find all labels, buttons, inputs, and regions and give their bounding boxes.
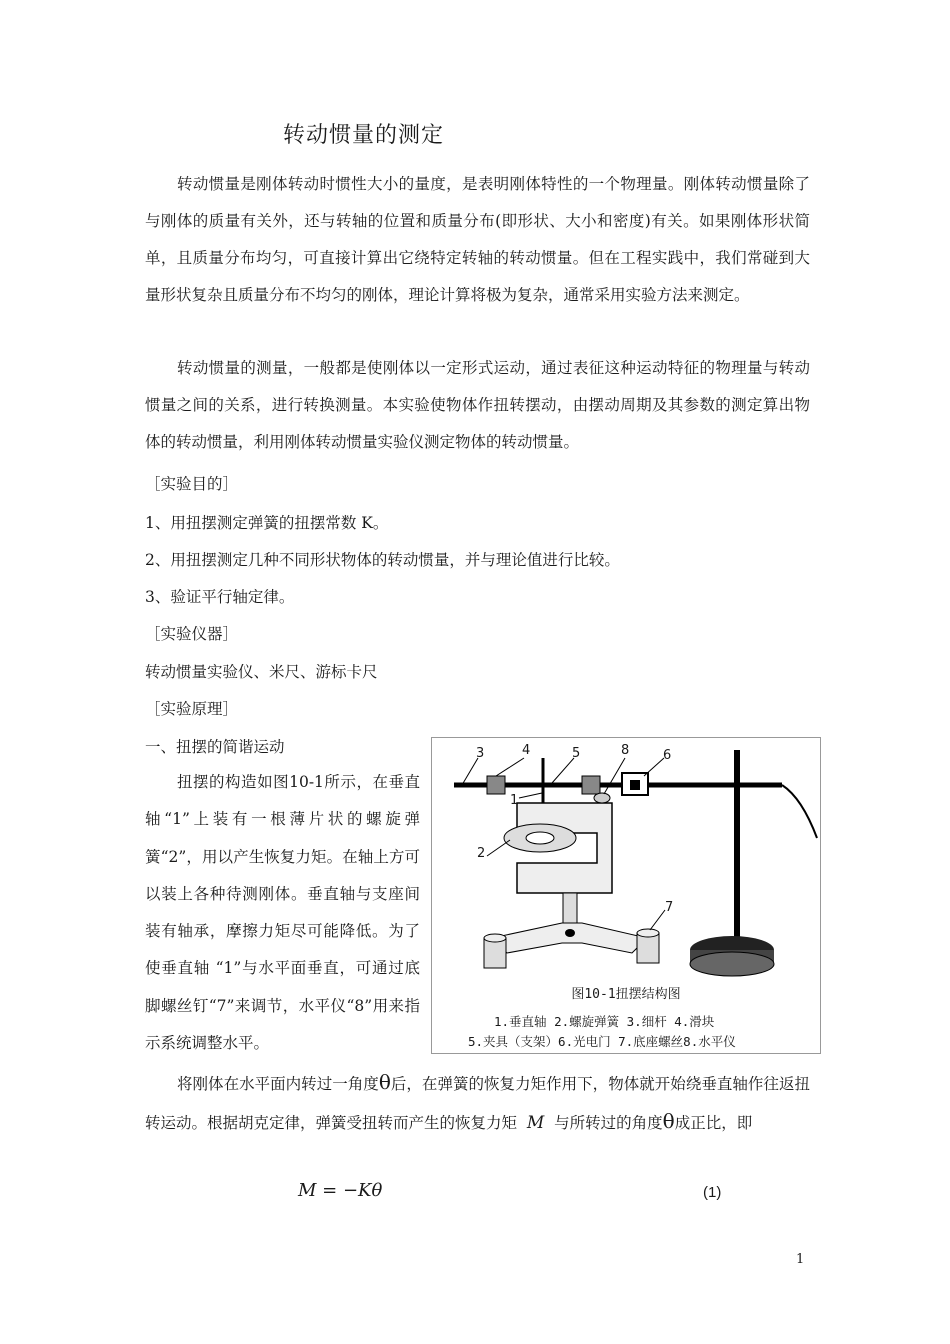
figure-label-1: 1 — [510, 793, 519, 808]
torsion-pendulum-diagram — [432, 738, 820, 1053]
hooke-text-d: 成正比，即 — [674, 1114, 753, 1132]
figure-label-5: 5 — [572, 746, 581, 761]
figure-label-4: 4 — [522, 743, 531, 758]
measurement-paragraph: 转动惯量的测量，一般都是使刚体以一定形式运动，通过表征这种运动特征的物理量与转动惯量之间的关系，进行转换测量。本实验使物体作扭转摆动，由摆动周期及其参数的测定算出物体的转动惯量，利用刚体转动惯量实验仪测定物体的转动惯量。 — [145, 359, 810, 451]
figure-label-2: 2 — [477, 846, 486, 861]
theta-symbol: θ — [378, 1070, 391, 1094]
figure-legend-line-2: 5.夹具（支架）6.光电门 7.底座螺丝8.水平仪 — [468, 1034, 736, 1049]
figure-label-8: 8 — [621, 743, 630, 758]
section-heading-purpose: ［实验目的］ — [145, 475, 239, 493]
section-heading-principle: ［实验原理］ — [145, 700, 239, 718]
figure-label-7: 7 — [665, 900, 674, 915]
section-heading-instruments: ［实验仪器］ — [145, 625, 239, 643]
purpose-item-3: 3、验证平行轴定律。 — [145, 588, 295, 606]
purpose-item-2: 2、用扭摆测定几种不同形状物体的转动惯量，并与理论值进行比较。 — [145, 551, 620, 569]
structure-paragraph: 扭摆的构造如图10-1所示，在垂直轴“1”上装有一根薄片状的螺旋弹簧“2”，用以产生恢复力矩。在轴上方可以装上各种待测刚体。垂直轴与支座间装有轴承，摩擦力矩尽可能降低。为了使垂直轴 “1”与水平面垂直，可通过底脚螺丝钉“7”来调节，水平仪“8”用来指示系统调整水平。 — [145, 773, 420, 1053]
intro-paragraph: 转动惯量是刚体转动时惯性大小的量度，是表明刚体特性的一个物理量。刚体转动惯量除了与刚体的质量有关外，还与转轴的位置和质量分布(即形状、大小和密度)有关。如果刚体形状简单，且质量分布均匀，可直接计算出它绕特定转轴的转动惯量。但在工程实践中，我们常碰到大量形状复杂且质量分布不均匀的刚体，理论计算将极为复杂，通常采用实验方法来测定。 — [145, 175, 810, 304]
torsion-pendulum-figure — [431, 737, 821, 1054]
figure-label-6: 6 — [663, 748, 672, 763]
page-number: 1 — [796, 1252, 805, 1267]
purpose-item-1: 1、用扭摆测定弹簧的扭摆常数 K。 — [145, 514, 389, 532]
hooke-text-b: 后，在弹簧的恢复力矩作用下，物体就开始绕垂直轴作往返扭转运动。根据胡克定律，弹簧受扭转而产生的恢复力矩 — [145, 1075, 810, 1132]
instrument-list: 转动惯量实验仪、米尺、游标卡尺 — [145, 663, 378, 681]
theta-symbol-2: θ — [662, 1109, 675, 1133]
torque-symbol: M — [526, 1113, 545, 1133]
figure-label-3: 3 — [476, 746, 485, 761]
document-title: 转动惯量的测定 — [283, 123, 445, 148]
equation-1: M = −Kθ — [298, 1180, 383, 1201]
figure-caption: 图10-1扭摆结构图 — [571, 987, 681, 1002]
figure-legend-line-1: 1.垂直轴 2.螺旋弹簧 3.细杆 4.滑块 — [494, 1014, 715, 1029]
hooke-text-a: 将刚体在水平面内转过一角度 — [177, 1075, 379, 1093]
hooke-text-c: 与所转过的角度 — [554, 1114, 663, 1132]
subsection-heading: 一、扭摆的简谐运动 — [145, 738, 285, 756]
equation-number: (1) — [703, 1184, 722, 1201]
hooke-law-paragraph — [145, 1064, 810, 1142]
